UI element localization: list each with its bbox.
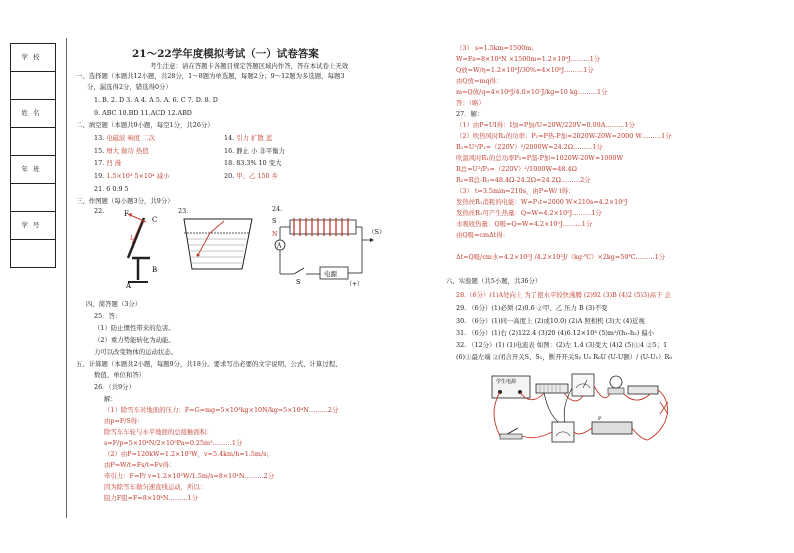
sec5-heading-2: 数值、单位和答） (94, 371, 146, 379)
q27-label: 27．解： (456, 110, 484, 118)
fig24-label: 24. (272, 205, 283, 213)
r-line-5: m=Q放/q=4×10⁸J/4.0×10⁷J/kg=10 kg………1分 (456, 88, 608, 96)
q26-line-9: 阻力F阻=F=8×10⁴N………1分 (104, 494, 199, 502)
sec3-heading: 三、作图题（每小题3分，共9分） (76, 197, 174, 205)
student-power-label: 学生电源 (496, 379, 517, 385)
sec1-answers-row2: 9. ABC 10.BD 11.ACD 12.ABD (94, 109, 192, 117)
r-line-12: R总=U²/P₂=（220V）²/1000W=48.4Ω (456, 165, 577, 173)
name-label: 姓名 (11, 100, 55, 128)
q26-line-7: 牵引力：F=P/ v=1.2×10⁵W/1.5m/s=8×10⁴N………2分 (104, 472, 275, 480)
sec1-heading: 一、选择题（本题共12小题，共28分，1～8题为单选题，每题2分；9～12题为多选题，每题3 (76, 72, 345, 80)
sec1-answers-row1: 1. B. 2. D 3. A 4. A 5. A. 6. C 7. D. 8. D (94, 96, 218, 104)
fill-item-19: 19. 1.5×10³ 5×10⁴ 减小 (94, 172, 170, 180)
magnet-S-label: （S） (368, 228, 386, 236)
fig22-label-L: L (130, 235, 134, 242)
r-line-13: R₂=R总-R₁=48.4Ω-24.2Ω=24.2Ω………2分 (456, 176, 591, 184)
fig22-label-A: A (126, 282, 132, 290)
fig22-label: 22. (94, 207, 105, 215)
r-line-14: （3） t=3.5min=210s，由P=W/ t得： (456, 187, 575, 195)
student-id-blank (11, 240, 55, 267)
fill-item-21: 21. 6 0.9 5 (94, 185, 129, 193)
fill-item-20: 20. 甲、乙 150 乡 (224, 172, 279, 180)
fig24-solenoid-circuit (270, 212, 400, 292)
q26-line-1: （1）除雪车对地面的压力：F=G=mg=5×10³kg×10N/kg=5×10⁴N………2分 (104, 406, 339, 414)
power-plus-label: （+） (346, 281, 364, 288)
fill-item-13: 13. 电磁波 响度 二次 (94, 134, 156, 142)
fig22-label-B: B (152, 266, 158, 274)
q26-line-4: s=F/p=5×10⁴N/2×10⁵Pa=0.25m²………1分 (104, 439, 243, 447)
q28-answer: 28.（6分）(1)A处向上 为了使水平较快沸腾 (2)92 (3)B (4)2 (5)3)高于 会 (456, 291, 671, 299)
r-line-10: R₁=U²/P₁=（220V）²/2000W=24.2Ω………1分 (456, 143, 603, 151)
q32-answer-2: (6)①最左端 ②闭合开关S、S₁，断开开关S₂ U₀ R₀U (U-U额）/ (U-U₁）R₀ (456, 353, 672, 361)
r-line-3: Q放=W/η=1.2×10⁸J/30%=4×10⁸J………1分 (456, 66, 594, 74)
binding-line (66, 38, 67, 518)
fill-item-14: 14. 引力 扩散 蓝 (224, 134, 273, 142)
switch-S-label: S (296, 278, 301, 286)
ammeter-label: A (277, 242, 282, 250)
fill-item-16: 16. 静止 小 非平衡力 (224, 147, 286, 155)
fig22-chair-diagram (108, 208, 168, 290)
class-label: 年班 (11, 156, 55, 184)
school-label: 学校 (11, 44, 55, 72)
q25-label: 25．答： (94, 312, 122, 320)
r-line-4: 由Q放=mq得： (456, 77, 503, 85)
r-line-9: （2）吹热风时R₁的功率：P₁=P热-P加=2020W-20W=2000 W………1分 (456, 132, 672, 140)
q26-line-3: 除雪车车轮与水平地面的总接触面积： (104, 428, 213, 436)
sec5-heading: 五、计算题（本题共2小题，每题9分，共18分。要求写出必要的文字说明、公式、计算过程、 (76, 360, 342, 368)
r-line-15: 发热丝R₁消耗的电能：W=P₁t=2000 W×210s=4.2×10⁵J (456, 198, 628, 206)
q26-jie: 解： (104, 395, 117, 403)
r-line-11: 吹温风时R₁的总功率P₂=P温-P加=1020W-20W=1000W (456, 154, 624, 162)
page-title: 21～22学年度模拟考试（一）试卷答案 (132, 48, 319, 60)
q26-line-2: 由p=F/S得： (104, 417, 144, 425)
q25-answer-3: 力可以改变物体的运动状态。 (94, 348, 178, 356)
sec4-heading: 四、简答题（3分） (86, 300, 142, 308)
r-line-16: 发热丝R₁可产生热量：Q=W=4.2×10⁵J………1分 (456, 209, 602, 217)
q26-line-8: 因为除雪车做匀速直线运动，所以： (104, 483, 207, 491)
q31-answer: 31. （6分）(1)右 (2)122.4 (3)20 (4)6.12×10³ (5)m²/(h₁-h₂) 偏小 (456, 329, 655, 337)
school-blank (11, 72, 55, 100)
power-source-label: 电源 (324, 270, 337, 278)
r-line-17: 水吸收热量：Q吸=Q=W=4.2×10⁵J………1分 (456, 220, 593, 228)
r-line-18: 由Q吸=cmΔt得： (456, 231, 509, 239)
fig22-label-C: C (152, 216, 158, 224)
fill-item-15: 15. 增大 做功 热值 (94, 147, 149, 155)
r-line-6: 答：（略） (456, 99, 485, 107)
sec2-heading: 二、填空题（本题共9小题，每空1分，共26分） (76, 121, 214, 129)
fig23-label: 23. (178, 207, 189, 215)
sec6-heading: 六、实验题（共5小题，共36分） (446, 277, 542, 285)
exam-notice: 考生注意：请在答题卡各题目规定答题区域内作答，答在本试卷上无效 (150, 62, 349, 70)
r-line-2: W=Fs=8×10⁴N ×1500m=1.2×10⁸J………1分 (456, 55, 601, 63)
pole-N-label: N (272, 230, 278, 238)
fig22-label-F: F (124, 210, 129, 218)
r-line-19: Δt=Q吸/cm水=4.2×10⁵J /4.2×10³J/（kg·℃）×2kg=50℃………1分 (456, 253, 666, 261)
q32-answer: 32. （12分）(1) (1)电流表 如图：(2)左 1.4 (3)变大 (4)2 (5)①4 ②5；1 (456, 341, 668, 349)
pole-S-label: S (272, 217, 277, 225)
q25-answer-2: （2）重力势能转化为动能。 (94, 336, 175, 344)
student-id-label: 学号 (11, 212, 55, 240)
fig23-refraction-diagram (180, 215, 256, 277)
r-line-8: （1）由P=UI得：I加=P加/U=20W/220V=0.09A………1分 (456, 121, 635, 129)
fill-item-18: 18. 83.3% 10 变大 (224, 159, 282, 167)
name-blank (11, 128, 55, 156)
fig32-experiment-apparatus (488, 370, 688, 456)
fill-item-17: 17. 凹 漫 (94, 159, 122, 167)
q26-line-6: 由P=W/t=Fs/t=Fv得： (104, 461, 176, 469)
student-info-table (10, 43, 56, 268)
q26-label: 26．（共9分） (94, 383, 135, 391)
q30-answer: 30. （6分）(1)同一高度上 (2)或10.0) (2)A 照相机 (3)大 (4)近视 (456, 317, 645, 325)
r-line-1: （3） s=1.5km=1500m； (456, 44, 538, 52)
class-blank (11, 184, 55, 212)
svg-text:P: P (598, 416, 602, 422)
q29-answer: 29. （6分）(1)必须 (2)0.6 ②甲、乙 压力 B (3)不变 (456, 304, 608, 312)
q26-line-5: （2）由P=120kW=1.2×10⁵W，v=5.4km/h=1.5m/s； (104, 450, 273, 458)
q25-answer-1: （1）防止惯性带来的危害。 (94, 324, 175, 332)
sec1-heading-2: 分，漏选得2分，错选得0分） (87, 83, 172, 91)
